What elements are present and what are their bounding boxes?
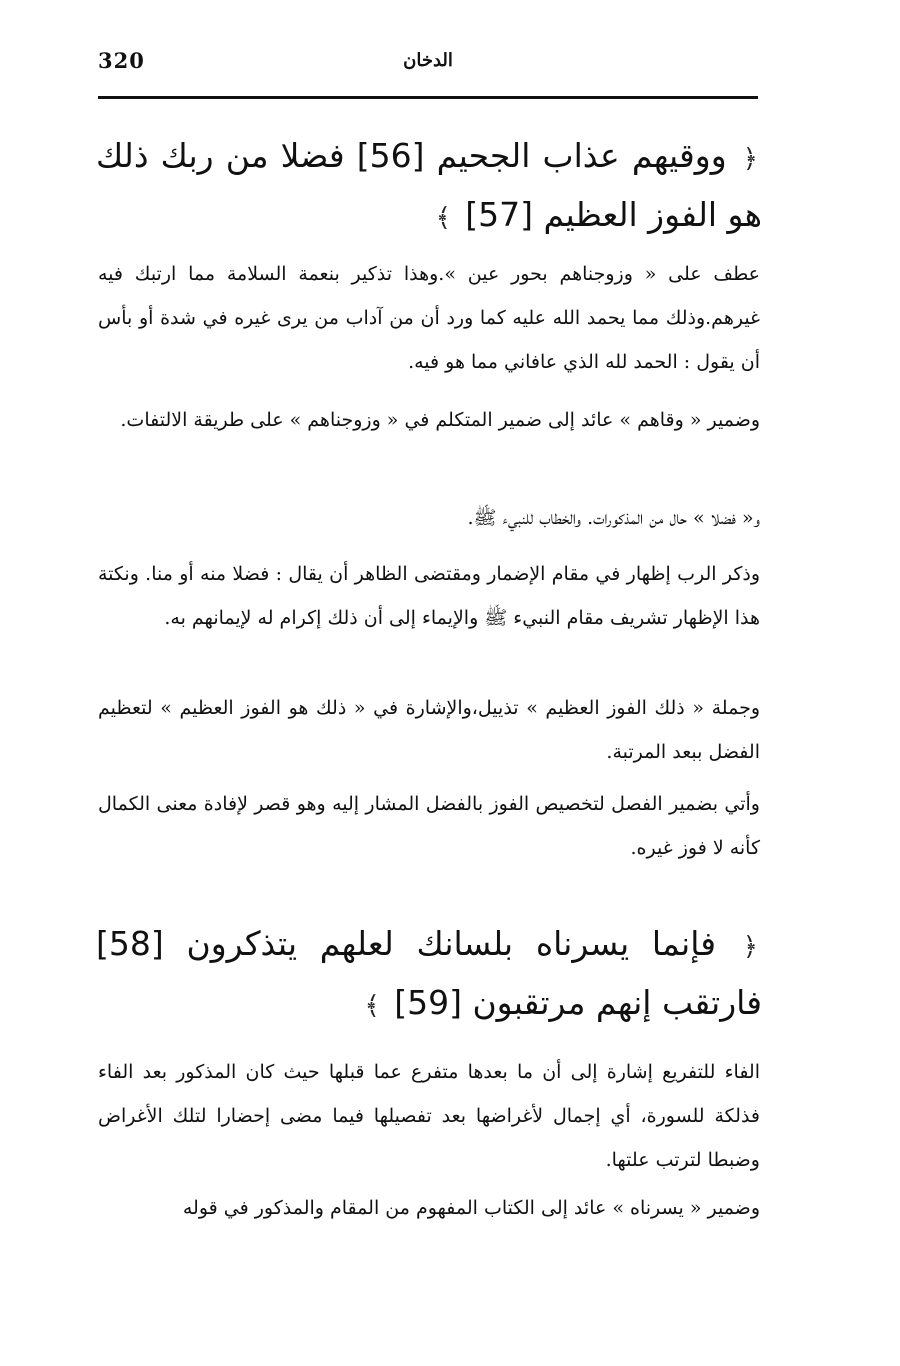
verse-ornament-open: ﴿ (742, 144, 758, 174)
header-rule (98, 96, 758, 99)
page-number: 320 (98, 48, 145, 73)
commentary-paragraph: وذكر الرب إظهار في مقام الإضمار ومقتضى الظاهر أن يقال : فضلا منه أو منا. ونكتة هذا الإظهار تشريف مقام النبيء ﷺ والإيماء إلى أن ذلك إكرام له لإيمانهم به. (98, 563, 760, 629)
quran-verse-56-57 (96, 128, 762, 246)
commentary-paragraph: وجملة « ذلك الفوز العظيم » تذييل،والإشارة في « ذلك هو الفوز العظيم » لتعظيم الفضل ببعد المرتبة. (98, 697, 760, 763)
commentary-paragraph: و« فضلا » حال من المذكورات. والخطاب للنبيء ﷺ. (467, 507, 760, 529)
verse-ornament-close: ﴾ (364, 991, 380, 1021)
verse-text: فإنما يسرناه بلسانك لعلهم يتذكرون [58] فارتقب إنهم مرتقبون [59] (96, 924, 762, 1022)
page-header (98, 42, 758, 82)
running-title: الدخان (403, 50, 453, 71)
commentary-paragraph: عطف على « وزوجناهم بحور عين ».وهذا تذكير بنعمة السلامة مما ارتبك فيه غيرهم.وذلك مما يحمد الله عليه كما ورد أن من آداب من يرى غيره في شدة أو بأس أن يقول : الحمد لله الذي عافاني مما هو فيه. (98, 263, 760, 373)
commentary-paragraph: الفاء للتفريع إشارة إلى أن ما بعدها متفرع عما قبلها حيث كان المذكور بعد الفاء فذلكة للسورة، أي إجمال لأغراضها بعد تفصيلها فيما مضى إحضارا لتلك الأغراض وضبطا لترتب علتها. (98, 1061, 760, 1171)
verse-ornament-close: ﴾ (435, 203, 451, 233)
verse-text: ووقيهم عذاب الجحيم [56] فضلا من ربك ذلك هو الفوز العظيم [57] (96, 136, 762, 234)
commentary-paragraph: وضمير « وقاهم » عائد إلى ضمير المتكلم في « وزوجناهم » على طريقة الالتفات. (120, 409, 760, 431)
commentary-paragraph: وضمير « يسرناه » عائد إلى الكتاب المفهوم من المقام والمذكور في قوله (182, 1197, 760, 1219)
commentary-paragraph: وأتي بضمير الفصل لتخصيص الفوز بالفضل المشار إليه وهو قصر لإفادة معنى الكمال كأنه لا فوز غيره. (98, 793, 760, 859)
verse-ornament-open: ﴿ (742, 932, 758, 962)
quran-verse-58-59 (96, 916, 762, 1034)
